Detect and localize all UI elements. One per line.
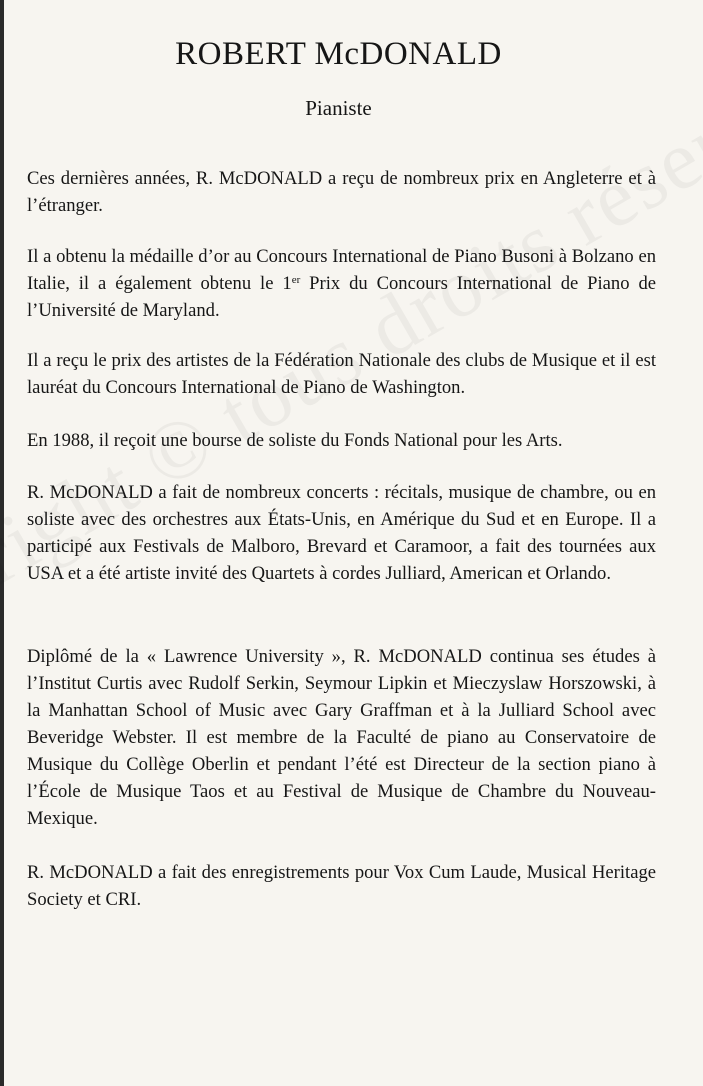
- paragraph-competitions-text-b: Prix du Concours International de Piano de l’Université de Maryland.: [27, 273, 656, 321]
- paragraph-competitions: [27, 243, 656, 324]
- paragraph-concerts: R. McDONALD a fait de nombreux concerts : récitals, musique de chambre, ou en soliste avec des orchestres aux États-Unis, en Amérique du Sud et en Europe. Il a participé aux Festivals de Malboro, Brevard et Caramoor, a fait des tournées aux USA et a été artiste invité des Quartets à cordes Julliard, American et Orlando.: [27, 482, 656, 584]
- ordinal-superscript: er: [291, 274, 301, 286]
- page-subtitle: Pianiste: [305, 96, 372, 120]
- paragraph-recordings: R. McDONALD a fait des enregistrements pour Vox Cum Laude, Musical Heritage Society et CRI.: [27, 862, 656, 910]
- paragraph-federation-prize: Il a reçu le prix des artistes de la Fédération Nationale des clubs de Musique et il est lauréat du Concours International de Piano de Washington.: [27, 350, 656, 398]
- paragraph-grant-1988: En 1988, il reçoit une bourse de soliste du Fonds National pour les Arts.: [27, 430, 563, 451]
- page-left-edge: [0, 0, 4, 1086]
- paragraph-competitions-text-a: Il a obtenu la médaille d’or au Concours International de Piano Busoni à Bolzano en Italie, il a également obtenu le 1: [27, 246, 656, 294]
- paragraph-awards: Ces dernières années, R. McDONALD a reçu de nombreux prix en Angleterre et à l’étranger.: [27, 168, 656, 216]
- page-title: ROBERT McDONALD: [175, 36, 502, 72]
- paragraph-education: Diplômé de la « Lawrence University », R. McDONALD continua ses études à l’Institut Curtis avec Rudolf Serkin, Seymour Lipkin et Mieczyslaw Horszowski, à la Manhattan School of Music avec Gary Graffman et à la Julliard School avec Beveridge Webster. Il est membre de la Faculté de piano au Conservatoire de Musique du Collège Oberlin et pendant l’été est Directeur de la section piano à l’École de Musique Taos et au Festival de Musique de Chambre du Nouveau-Mexique.: [27, 646, 656, 829]
